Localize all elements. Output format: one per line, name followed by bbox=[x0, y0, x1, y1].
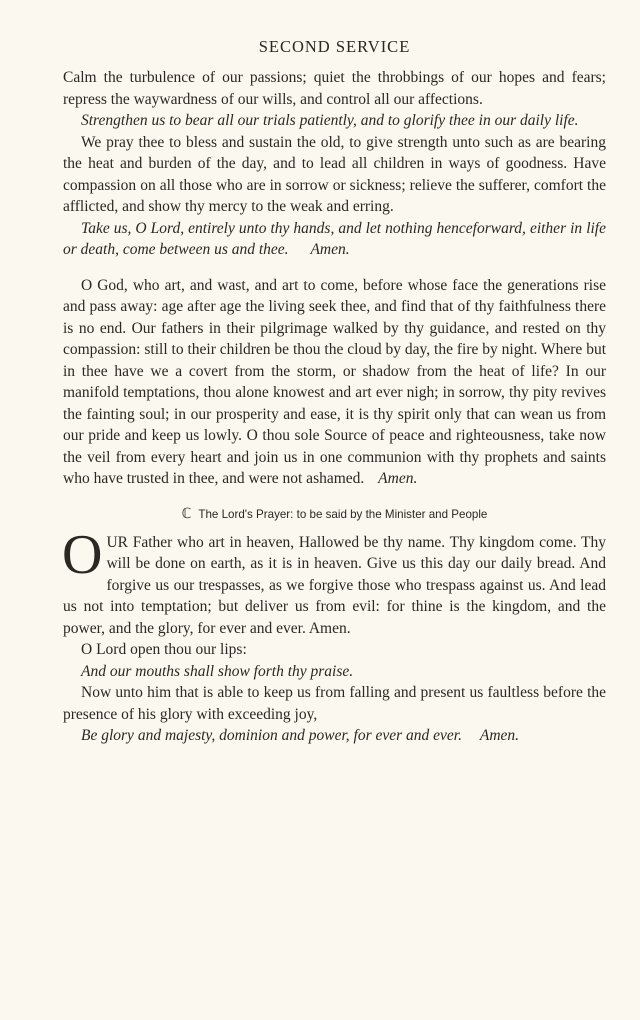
response: And our mouths shall show forth thy praise. bbox=[81, 662, 354, 680]
versicle: O Lord open thou our lips: bbox=[81, 641, 247, 658]
page-title: SECOND SERVICE bbox=[258, 37, 411, 56]
prayer-paragraph-2: Strengthen us to bear all our trials patiently, and to glorify thee in our daily life. bbox=[81, 112, 579, 129]
doxology-end-text: Be glory and majesty, dominion and power, for ever and ever. bbox=[81, 727, 462, 744]
rubric-mark-icon: ℂ bbox=[181, 504, 192, 521]
prayer-paragraph-5 bbox=[63, 275, 606, 490]
spacer bbox=[63, 261, 606, 275]
page bbox=[0, 36, 640, 1020]
doxology: Now unto him that is able to keep us from falling and present us faultless before the presence of his glory with exceeding joy, bbox=[63, 684, 606, 723]
page-header bbox=[63, 36, 606, 58]
spacer bbox=[63, 490, 606, 504]
amen-text: Amen. bbox=[479, 727, 520, 744]
amen-text: Amen. bbox=[310, 241, 350, 258]
doxology-end bbox=[63, 725, 606, 747]
prayer-paragraph-5-text: O God, who art, and wast, and art to come, before whose face the generations rise and pass away: age after age the living seek thee, and find that of thy faithfulness there is no end. Our fathers in their pilgrimage walked by thy guidance, and rested on thy compassion: still to their children be thou the cloud by day, the fire by night. Where but in thee have we a covert from the storm, or shadow from the heat of life? In our manifold temptations, thou alone knowest and art ever nigh; in sorrow, thy pity revives the fainting soul; in our prosperity and ease, it is thy spirit only that can wean us from our pride and keep us lowly. O thou sole Source of peace and righteousness, take now the veil from every heart and join us in one communion with thy prophets and saints who have trusted in thee, and were not ashamed. bbox=[63, 276, 606, 487]
rubric-text: The Lord's Prayer: to be said by the Minister and People bbox=[198, 507, 488, 521]
amen-text: Amen. bbox=[378, 470, 418, 487]
lords-prayer bbox=[62, 523, 606, 640]
lords-prayer-text: UR Father who art in heaven, Hallowed be thy name. Thy kingdom come. Thy will be done on earth, as it is in heaven. Give us this day our daily bread. And forgive us our trespasses, as we forgive those who trespass against us. And lead us not into temptation; but deliver us from evil: for thine is the kingdom, and the power, and the glory, for ever and ever. Amen. bbox=[63, 533, 606, 637]
prayer-paragraph-3: We pray thee to bless and sustain the old, to give strength unto such as are bearing the heat and burden of the day, and to lead all children in ways of goodness. Have compassion on all those who are in sorrow or sickness; relieve the sufferer, comfort the afflicted, and show thy mercy to the weak and erring. bbox=[63, 133, 606, 215]
rubric bbox=[63, 504, 606, 524]
drop-cap: O bbox=[62, 523, 103, 586]
prayer-paragraph-4 bbox=[63, 218, 606, 261]
prayer-paragraph-1: Calm the turbulence of our passions; quiet the throbbings of our hopes and fears; repress the waywardness of our wills, and control all our affections. bbox=[63, 69, 606, 108]
prayer-paragraph-4-text: Take us, O Lord, entirely unto thy hands, and let nothing henceforward, either in life or death, come between us and thee. bbox=[63, 219, 606, 258]
